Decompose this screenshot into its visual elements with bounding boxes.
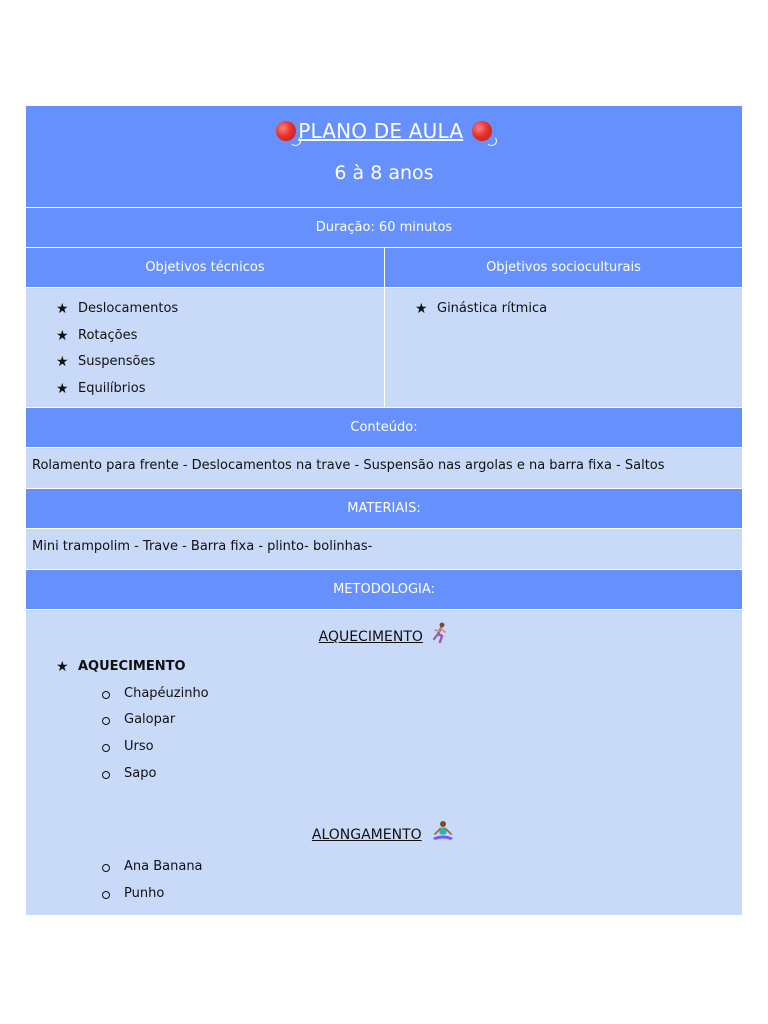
age-range: 6 à 8 anos <box>334 162 434 184</box>
star-bullet-icon: ★ <box>56 301 69 317</box>
list-item: Galopar <box>56 707 209 734</box>
star-bullet-icon: ★ <box>56 327 69 344</box>
circle-bullet-icon <box>102 864 110 872</box>
technical-objectives-cell <box>26 288 385 407</box>
objectives-header <box>26 248 742 288</box>
title-text: PLANO DE AULA <box>298 119 464 143</box>
circle-bullet-icon <box>102 744 110 752</box>
warmup-list <box>56 654 209 788</box>
list-item: Urso <box>56 734 209 761</box>
running-person-icon <box>431 622 449 644</box>
sociocultural-objectives-cell <box>385 288 742 407</box>
warmup-heading: ★ AQUECIMENTO <box>56 654 209 681</box>
star-bullet-icon: ★ <box>415 301 428 317</box>
stretch-section-title: ALONGAMENTO <box>26 820 742 843</box>
technical-objectives-list <box>26 288 384 403</box>
technical-objectives-title: Objetivos técnicos <box>26 248 385 287</box>
warmup-section-title: AQUECIMENTO <box>26 622 742 645</box>
star-bullet-icon: ★ <box>56 381 69 398</box>
star-bullet-icon: ★ <box>56 659 69 675</box>
list-item: ★ Rotações <box>56 323 384 350</box>
sociocultural-objectives-title: Objetivos socioculturais <box>486 260 641 275</box>
materials-title: MATERIAIS: <box>26 489 742 529</box>
list-item: Sapo <box>56 761 209 788</box>
list-item: Chapéuzinho <box>56 681 209 708</box>
duration: Duração: 60 minutos <box>26 208 742 248</box>
star-bullet-icon: ★ <box>56 354 69 371</box>
circle-bullet-icon <box>102 891 110 899</box>
list-item: Punho <box>56 881 203 908</box>
circle-bullet-icon <box>102 771 110 779</box>
stretch-list <box>56 854 203 907</box>
content-title: Conteúdo: <box>26 408 742 448</box>
yoyo-icon <box>472 121 492 141</box>
methodology-title: METODOLOGIA: <box>26 570 742 610</box>
page-title <box>26 119 742 143</box>
list-item: ★ Suspensões <box>56 349 384 376</box>
content-text: Rolamento para frente - Deslocamentos na trave - Suspensão nas argolas e na barra fixa - Saltos <box>26 448 742 489</box>
list-item: Ana Banana <box>56 854 203 881</box>
materials-text: Mini trampolim - Trave - Barra fixa - plinto- bolinhas- <box>26 529 742 570</box>
list-item: ★ Ginástica rítmica <box>415 296 742 323</box>
yoyo-icon <box>276 121 296 141</box>
list-item: ★ Equilíbrios <box>56 376 384 403</box>
sociocultural-objectives-list <box>385 288 742 323</box>
circle-bullet-icon <box>102 717 110 725</box>
methodology-body <box>26 610 742 915</box>
circle-bullet-icon <box>102 691 110 699</box>
objectives-body <box>26 288 742 408</box>
title-section <box>26 106 742 208</box>
list-item: ★ Deslocamentos <box>56 296 384 323</box>
meditating-person-icon <box>430 820 456 842</box>
lesson-plan-table <box>26 106 742 915</box>
